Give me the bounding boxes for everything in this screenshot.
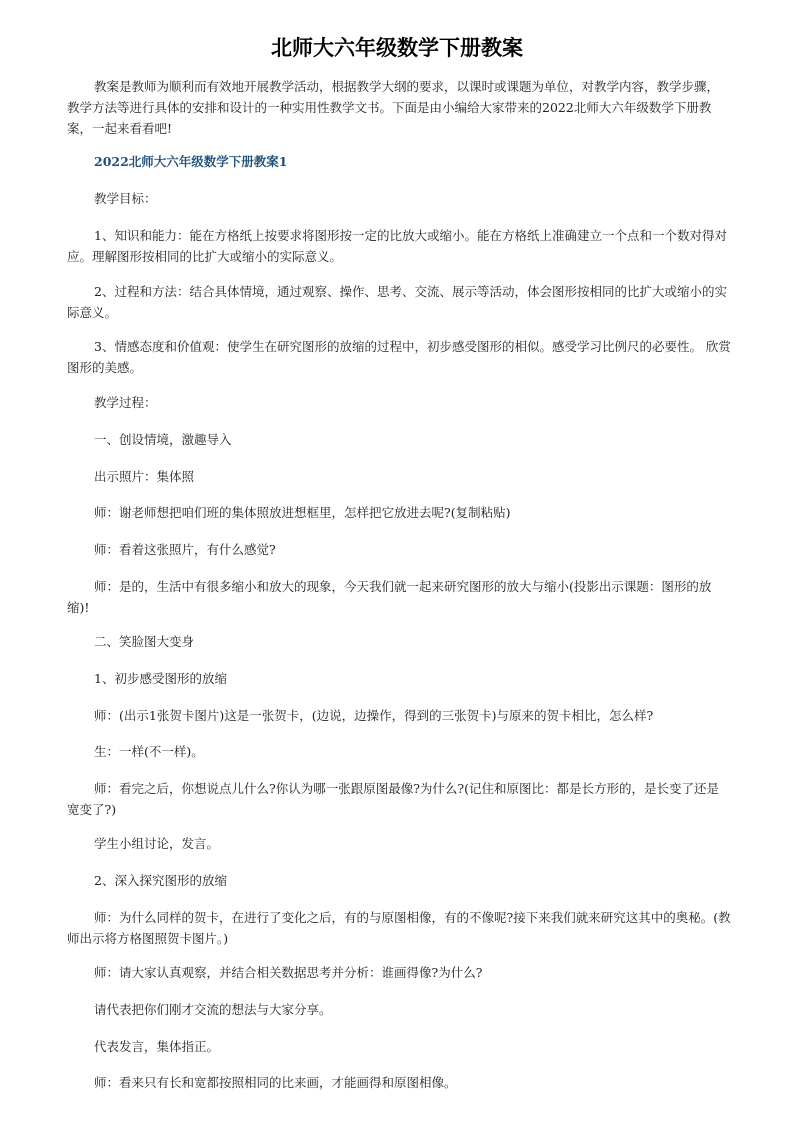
page-title: 北师大六年级数学下册教案: [271, 36, 523, 60]
paragraph-teacher-6: 师：为什么同样的贺卡，在进行了变化之后，有的与原图相像，有的不像呢?接下来我们就来研究这其中的奥秘。(教师出示将方格图照贺卡图片。): [67, 910, 731, 946]
paragraph-group-discussion: 学生小组讨论，发言。: [94, 836, 220, 851]
paragraph-teacher-2: 师：看着这张照片，有什么感觉?: [94, 542, 276, 557]
paragraph-teacher-1: 师：谢老师想把咱们班的集体照放进想框里，怎样把它放进去呢?(复制粘贴): [94, 505, 511, 520]
paragraph-objective-2: 2、过程和方法：结合具体情境，通过观察、操作、思考、交流、展示等活动，体会图形按相同的比扩大或缩小的实际意义。: [67, 284, 727, 320]
intro-paragraph: 教案是教师为顺利而有效地开展教学活动，根据教学大纲的要求，以课时或课题为单位，对教学内容，教学步骤，教学方法等进行具体的安排和设计的一种实用性教学文书。下面是由小编给大家带来的2022北师大六年级数学下册教案，一起来看看吧!: [67, 79, 720, 136]
paragraph-teacher-8: 师：看来只有长和宽都按照相同的比来画，才能画得和原图相像。: [94, 1075, 457, 1090]
section-heading: 2022北师大六年级数学下册教案1: [94, 154, 288, 169]
paragraph-representative: 代表发言，集体指正。: [94, 1039, 220, 1054]
paragraph-show-photo: 出示照片：集体照: [94, 469, 195, 484]
paragraph-step-2: 二、笑脸图大变身: [94, 634, 195, 649]
paragraph-teacher-5: 师：看完之后，你想说点儿什么?你认为哪一张跟原图最像?为什么?(记住和原图比：都是长方形的，是长变了还是宽变了?): [67, 781, 719, 817]
paragraph-step-1: 一、创设情境，激趣导入: [94, 432, 232, 447]
paragraph-objectives-label: 教学目标：: [94, 191, 157, 206]
paragraph-student-1: 生：一样(不一样)。: [94, 744, 204, 759]
paragraph-sub-2: 2、深入探究图形的放缩: [94, 873, 227, 888]
paragraph-teacher-7: 师：请大家认真观察，并结合相关数据思考并分析：谁画得像?为什么?: [94, 965, 483, 980]
paragraph-teacher-3: 师：是的，生活中有很多缩小和放大的现象，今天我们就一起来研究图形的放大与缩小(投影出示课题：图形的放缩)!: [67, 579, 712, 615]
paragraph-share: 请代表把你们刚才交流的想法与大家分享。: [94, 1002, 332, 1017]
paragraph-process-label: 教学过程：: [94, 395, 157, 410]
paragraph-sub-1: 1、初步感受图形的放缩: [94, 671, 227, 686]
paragraph-teacher-4: 师：(出示1张贺卡图片)这是一张贺卡，(边说，边操作，得到的三张贺卡)与原来的贺卡相比，怎么样?: [94, 708, 654, 723]
paragraph-objective-1: 1、知识和能力：能在方格纸上按要求将图形按一定的比放大或缩小。能在方格纸上准确建立一个点和一个数对得对应。理解图形按相同的比扩大或缩小的实际意义。: [67, 228, 727, 264]
paragraph-objective-3: 3、情感态度和价值观：使学生在研究图形的放缩的过程中，初步感受图形的相似。感受学习比例尺的必要性。 欣赏图形的美感。: [67, 339, 731, 375]
